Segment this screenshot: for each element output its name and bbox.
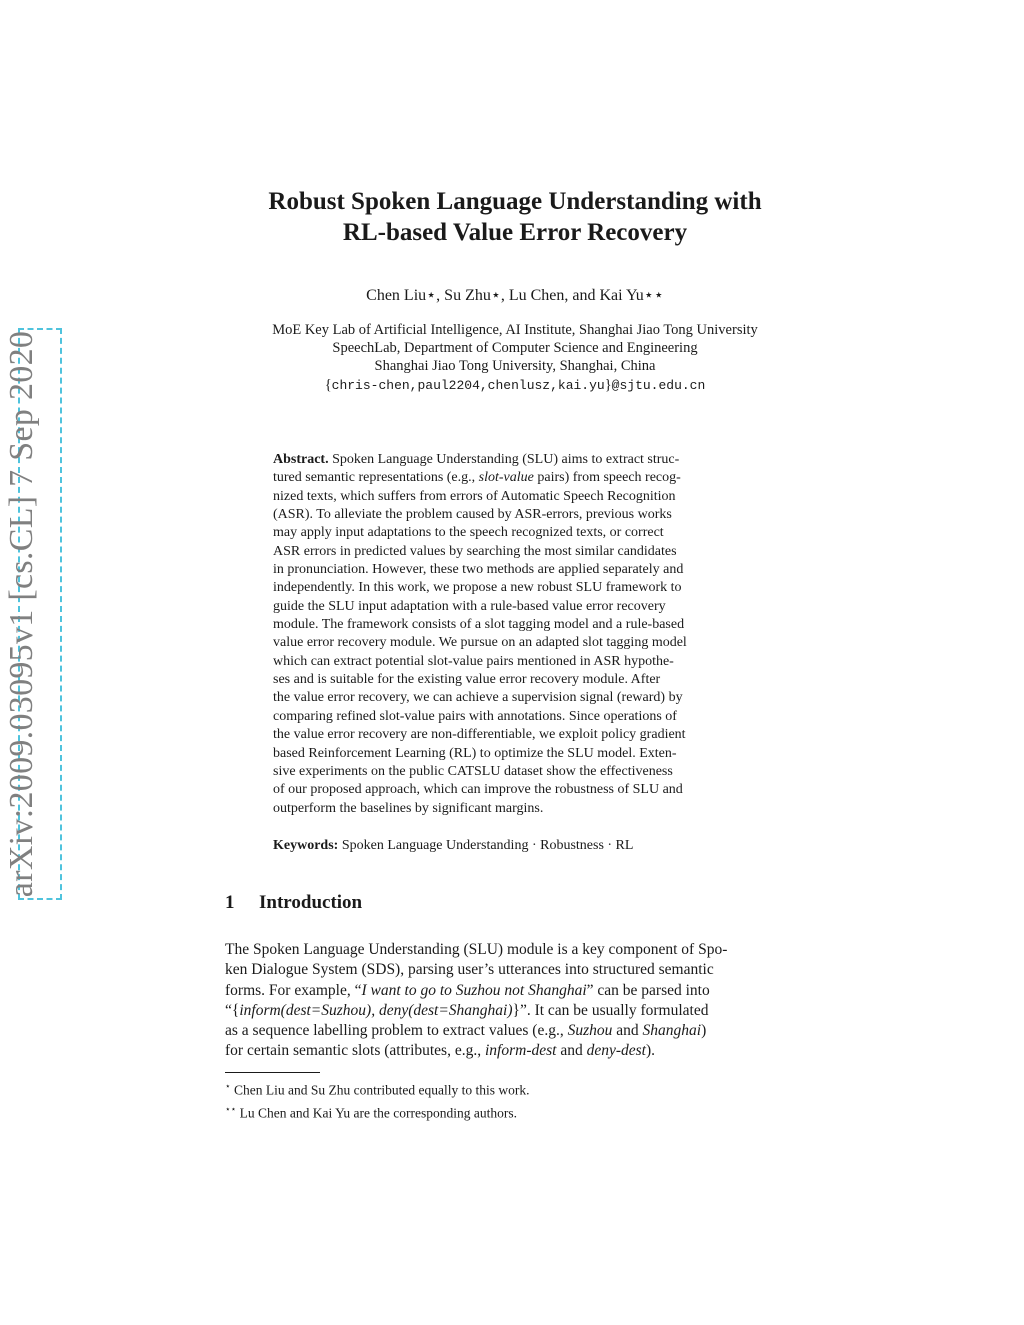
abstract-line: the value error recovery are non-differentiable, we exploit policy gradient	[273, 727, 686, 743]
footnotes	[225, 1077, 805, 1123]
abstract-line: comparing refined slot-value pairs with annotations. Since operations of	[273, 708, 677, 724]
arxiv-stamp	[3, 328, 41, 900]
footnote-2	[225, 1100, 805, 1123]
abstract-line: independently. In this work, we propose a new robust SLU framework to	[273, 580, 682, 596]
affiliation-line-2: SpeechLab, Department of Computer Science and Engineering	[332, 340, 698, 357]
email-domain: @sjtu.edu.cn	[611, 377, 706, 393]
abstract-line: sive experiments on the public CATSLU dataset show the effectiveness	[273, 763, 673, 779]
intro-line: ken Dialogue System (SDS), parsing user’s utterances into structured semantic	[225, 961, 714, 979]
footnote-text: Chen Liu and Su Zhu contributed equally to this work.	[234, 1082, 530, 1098]
affiliation	[200, 321, 830, 395]
keywords-label: Keywords:	[273, 838, 339, 853]
example-slot: inform-dest	[484, 1042, 557, 1060]
footnote-text: Lu Chen and Kai Yu are the corresponding authors.	[239, 1105, 517, 1121]
abstract-line: module. The framework consists of a slot tagging model and a rule-based	[273, 617, 685, 633]
abstract-line: may apply input adaptations to the speech recognized texts, or correct	[273, 525, 664, 541]
abstract-line: outperform the baselines by significant margins.	[273, 800, 544, 816]
keywords	[273, 837, 758, 855]
intro-line: “{inform(dest=Suzhou), deny(dest=Shanghai)}”. It can be usually formulated	[225, 1001, 709, 1019]
email-users: chris-chen,paul2204,chenlusz,kai.yu	[331, 377, 605, 393]
abstract-line: ses and is suitable for the existing value error recovery module. After	[273, 672, 661, 688]
footnote-marker: ⋆⋆	[225, 1104, 237, 1114]
footnote-marker: ⋆	[225, 1081, 231, 1091]
footnote-1	[225, 1077, 805, 1100]
abstract-line: which can extract potential slot-value pairs mentioned in ASR hypothe-	[273, 653, 674, 669]
email-brace-open: {	[324, 376, 332, 393]
abstract-line: guide the SLU input adaptation with a rule-based value error recovery	[273, 598, 666, 614]
intro-line: forms. For example, “I want to go to Suzhou not Shanghai” can be parsed into	[225, 981, 710, 999]
paper-title	[200, 186, 830, 248]
abstract-line: Spoken Language Understanding (SLU) aims to extract struc-	[332, 452, 680, 467]
title-line-2: RL-based Value Error Recovery	[342, 219, 688, 246]
section-number: 1	[225, 892, 235, 913]
abstract	[273, 451, 758, 818]
intro-line: for certain semantic slots (attributes, e.g., inform-dest and deny-dest).	[225, 1042, 656, 1060]
example-value: Shanghai	[642, 1022, 702, 1040]
abstract-italic-term: slot-value	[478, 470, 534, 486]
abstract-line: nized texts, which suffers from errors of Automatic Speech Recognition	[273, 488, 676, 504]
example-semantic-form: inform(dest=Suzhou), deny(dest=Shanghai)	[239, 1001, 513, 1019]
title-line-1: Robust Spoken Language Understanding with	[268, 188, 762, 215]
author-list: Chen Liu⋆, Su Zhu⋆, Lu Chen, and Kai Yu⋆⋆	[366, 287, 664, 304]
abstract-line: the value error recovery, we can achieve a supervision signal (reward) by	[273, 690, 683, 706]
abstract-line: (ASR). To alleviate the problem caused by ASR-errors, previous works	[273, 507, 672, 523]
abstract-line: in pronunciation. However, these two methods are applied separately and	[273, 562, 684, 578]
footnote-divider	[225, 1072, 320, 1073]
example-utterance: I want to go to Suzhou not Shanghai	[361, 981, 587, 999]
abstract-line: of our proposed approach, which can improve the robustness of SLU and	[273, 782, 683, 798]
affiliation-line-1: MoE Key Lab of Artificial Intelligence, AI Institute, Shanghai Jiao Tong University	[272, 322, 758, 338]
example-value: Suzhou	[567, 1022, 613, 1040]
introduction-paragraph	[225, 940, 805, 1062]
arxiv-stamp-label: arXiv:2009.03095v1 [cs.CL] 7 Sep 2020	[3, 330, 40, 898]
intro-line: as a sequence labelling problem to extract values (e.g., Suzhou and Shanghai)	[225, 1022, 707, 1040]
abstract-line: value error recovery module. We pursue on an adapted slot tagging model	[273, 635, 687, 651]
abstract-line: ASR errors in predicted values by searching the most similar candidates	[273, 543, 677, 559]
email-brace-close: }	[604, 376, 612, 393]
keywords-text: Spoken Language Understanding · Robustness · RL	[341, 838, 634, 853]
example-slot: deny-dest	[586, 1042, 646, 1060]
intro-line: The Spoken Language Understanding (SLU) module is a key component of Spo-	[225, 941, 728, 958]
abstract-line: tured semantic representations (e.g., slot-value pairs) from speech recog-	[273, 470, 681, 486]
abstract-line: based Reinforcement Learning (RL) to optimize the SLU model. Exten-	[273, 745, 677, 761]
section-title: Introduction	[259, 892, 363, 913]
section-heading	[225, 892, 362, 914]
email-line	[200, 376, 830, 395]
affiliation-line-3: Shanghai Jiao Tong University, Shanghai, China	[374, 358, 656, 375]
abstract-label: Abstract.	[273, 452, 329, 467]
